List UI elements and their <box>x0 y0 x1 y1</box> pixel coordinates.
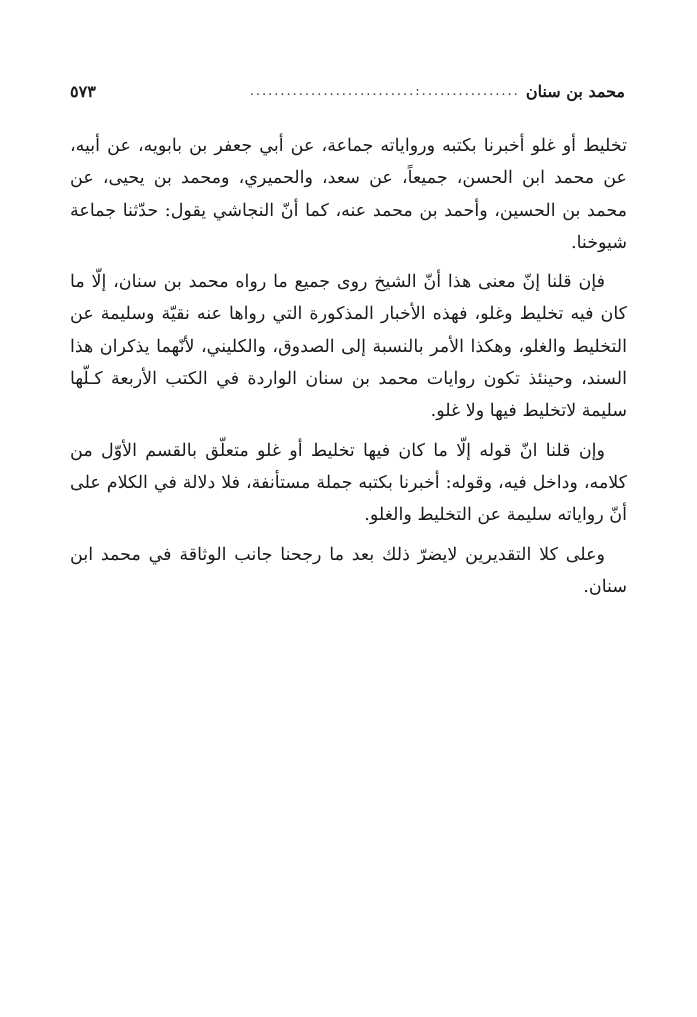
paragraph-3: وإن قلنا انّ قوله إلّا ما كان فيها تخليط أو غلو متعلّق بالقسم الأوّل من كلامه، وداخل فيه، وقوله: أخبرنا بكتبه جملة مستأنفة، فلا دلالة في الكلام على أنّ رواياته سليمة عن التخليط والغلو. <box>70 440 627 526</box>
body-text <box>70 130 627 610</box>
running-header <box>70 78 625 104</box>
paragraph-4: وعلى كلا التقديرين لايضرّ ذلك بعد ما رجحنا جانب الوثاقة في محمد ابن سنان. <box>70 544 627 597</box>
leader-dots: ...........................:................ <box>249 83 520 99</box>
paragraph-2: فإن قلنا إنّ معنى هذا أنّ الشيخ روى جميع ما رواه محمد بن سنان، إلّا ما كان فيه تخليط وغلو، فهذه الأخبار المذكورة التي رواها عنه نقيّة وسليمة عن التخليط والغلو، وهكذا الأمر بالنسبة إلى الصدوق، والكليني، لأنّهما يذكران هذا السند، وحينئذ تكون روايات محمد بن سنان الواردة في الكتب الأربعة كـلّها سليمة لاتخليط فيها ولا غلو. <box>70 272 627 422</box>
paragraph-1: تخليط أو غلو أخبرنا بكتبه ورواياته جماعة، عن أبي جعفر بن بابويه، عن أبيه، عن محمد ابن الحسن، جميعاً، عن سعد، والحميري، ومحمد بن يحيى، عن محمد بن الحسين، وأحمد بن محمد عنه، كما أنّ النجاشي يقول: حدّثنا جماعة شيوخنا. <box>70 136 627 253</box>
book-title: محمد بن سنان <box>525 81 625 101</box>
page-number: ٥٧٣ <box>70 81 96 101</box>
